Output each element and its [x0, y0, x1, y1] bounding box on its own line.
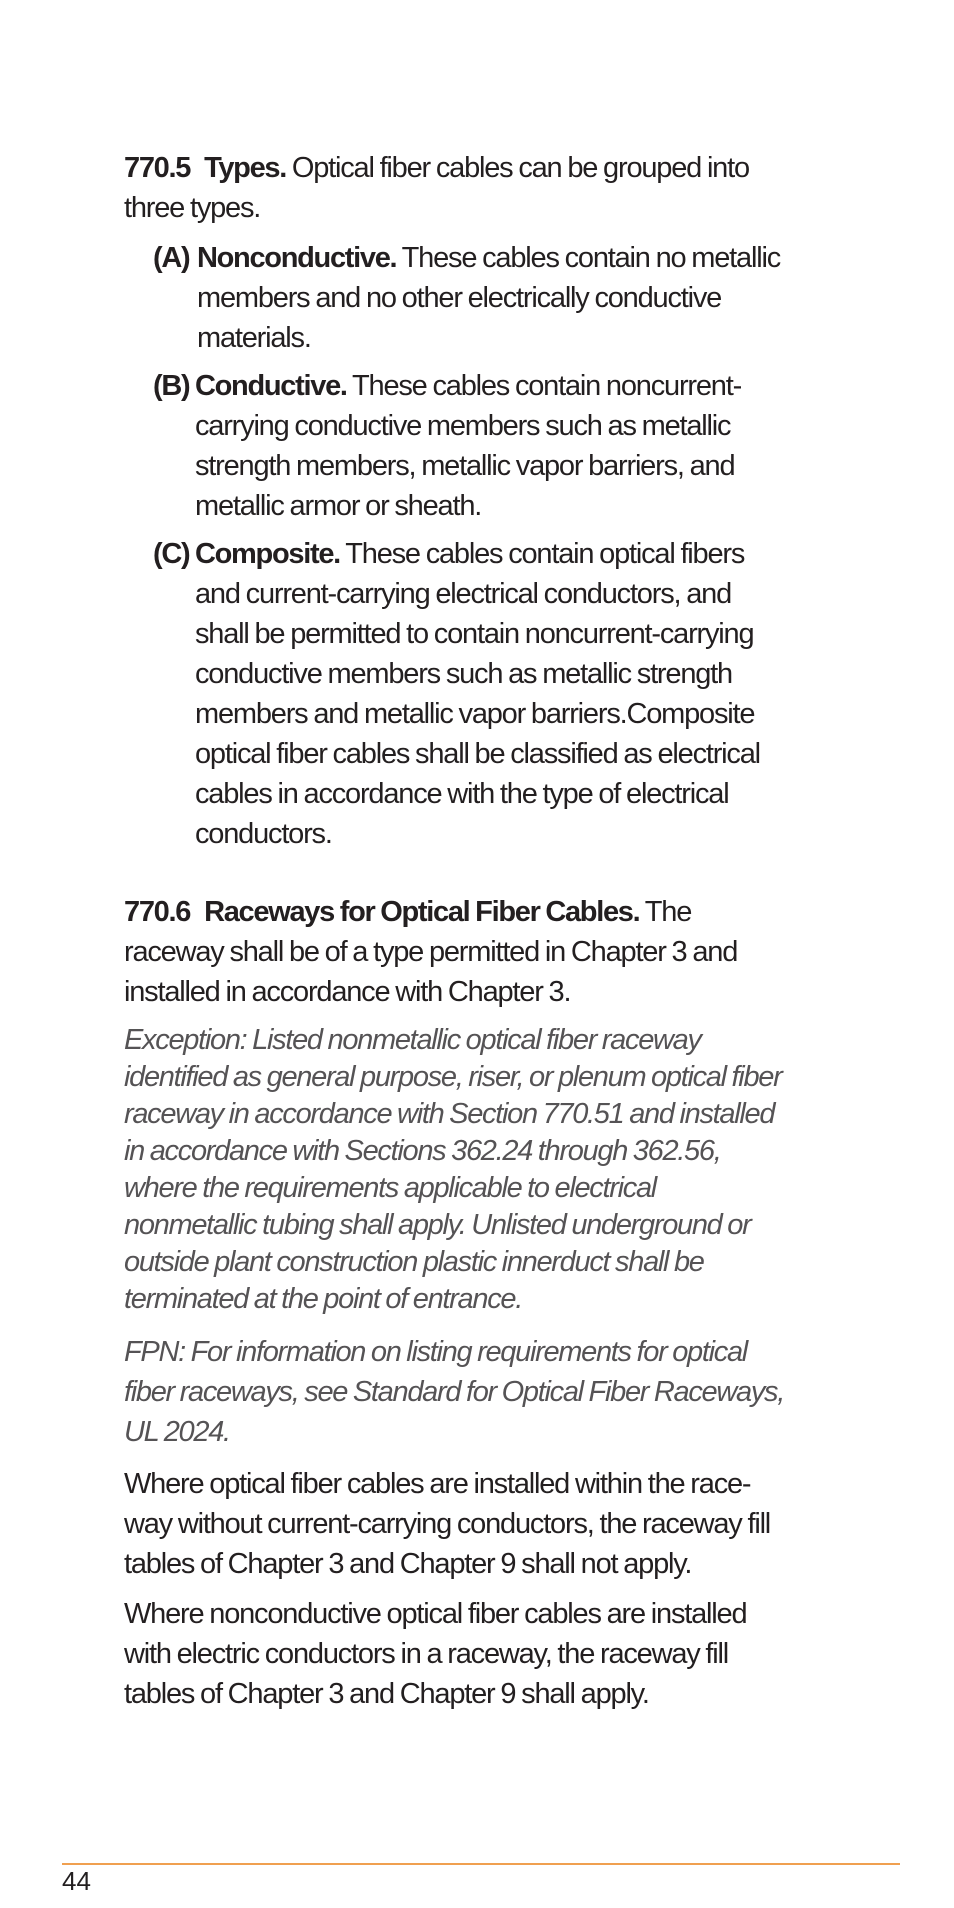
- item-title: Composite.: [195, 538, 340, 570]
- paragraph-raceway-fill-apply: Where nonconductive optical fiber cables are installed with electric conductors in a raceway, the raceway fill tables of Chapter 3 and Chapter 9 shall apply.: [124, 1598, 747, 1710]
- page-content: [124, 148, 789, 1724]
- section-intro: Optical fiber cables can be grouped into three types.: [124, 152, 749, 224]
- section-number: 770.5: [124, 152, 191, 184]
- paragraph-raceway-fill-not-apply: Where optical fiber cables are installed within the race-way without current-carrying conductors, the raceway fill tables of Chapter 3 and Chapter 9 shall not apply.: [124, 1468, 771, 1580]
- item-text: These cables contain optical fibers and current-carrying electrical conductors, and shall be permitted to contain noncurrent-carrying conductive members such as metallic strength members and metallic vapor barriers.Composite optical fiber cables shall be classified as electrical cables in accordance with the type of electrical conductors.: [195, 538, 760, 850]
- section-intro: The raceway shall be of a type permitted in Chapter 3 and installed in accordance with Chapter 3.: [124, 896, 738, 1008]
- item-title: Nonconductive.: [197, 242, 397, 274]
- item-label: (A): [153, 242, 190, 274]
- list-item-composite: [124, 534, 789, 854]
- item-text: These cables contain no metallic members and no other electrically conductive materials.: [197, 242, 780, 354]
- item-label: (B): [153, 370, 190, 402]
- page-number: 44: [62, 1866, 91, 1896]
- item-title: Conductive.: [195, 370, 347, 402]
- fpn-note: FPN: For information on listing requirements for optical fiber raceways, see Standard for Optical Fiber Raceways, UL 2024.: [124, 1336, 785, 1448]
- section-770-6-heading: [124, 892, 789, 1012]
- section-title: Types.: [204, 152, 286, 184]
- section-770-5-heading: [124, 148, 789, 228]
- list-item-conductive: [124, 366, 789, 526]
- section-title: Raceways for Optical Fiber Cables.: [204, 896, 640, 928]
- section-number: 770.6: [124, 896, 191, 928]
- item-text: These cables contain noncurrent-carrying conductive members such as metallic strength members, metallic vapor barriers, and metallic armor or sheath.: [195, 370, 742, 522]
- footer-divider: [62, 1863, 900, 1865]
- list-item-nonconductive: [124, 238, 789, 358]
- exception-note: Exception: Listed nonmetallic optical fiber raceway identified as general purpose, riser, or plenum optical fiber raceway in accordance with Section 770.51 and installed in accordance with Sections 362.24 through 362.56, where the requirements applicable to electrical nonmetallic tubing shall apply. Unlisted underground or outside plant construction plastic innerduct shall be terminated at the point of entrance.: [124, 1024, 782, 1315]
- item-label: (C): [153, 538, 190, 570]
